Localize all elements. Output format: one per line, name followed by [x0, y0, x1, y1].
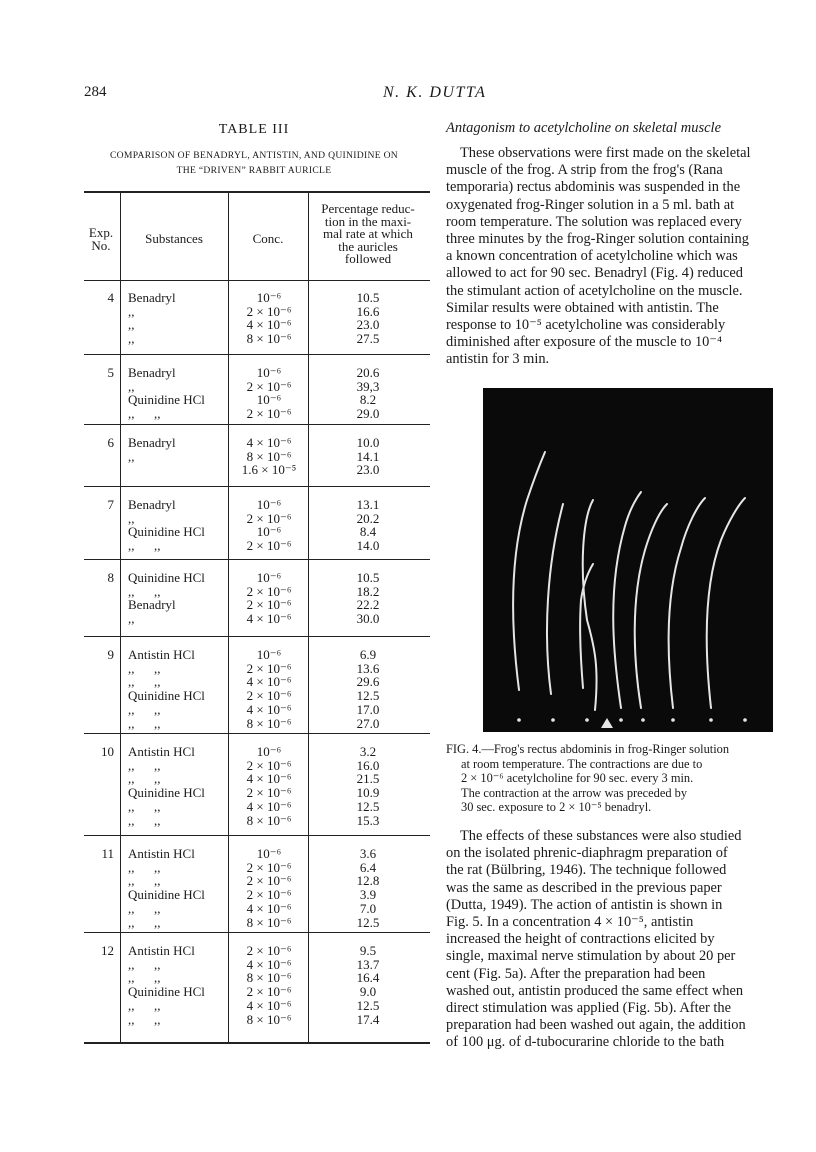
- figure-caption: [446, 742, 795, 815]
- column-header-percentage: Percentage reduc- tion in the maxi- mal rate at which the auricles followed: [321, 201, 415, 267]
- percentage-cell: 16.0: [356, 757, 380, 773]
- conc-cell: 1.6 × 10⁻⁵: [241, 462, 297, 478]
- table-title: TABLE III: [218, 122, 290, 137]
- percentage-cell: 16.6: [356, 303, 380, 319]
- percentage-cell: 39,3: [356, 378, 380, 394]
- conc-cell: 2 × 10⁻⁶: [246, 406, 292, 422]
- exp-number: 10: [101, 744, 114, 759]
- percentage-cell: 6.9: [359, 647, 377, 662]
- text-line: washed out, antistin produced the same effect when: [446, 982, 744, 999]
- substance-cell: ,, ,,: [128, 859, 161, 875]
- substance-cell: ,,: [128, 611, 135, 627]
- group-separator: [84, 424, 430, 425]
- exp-number: 5: [107, 365, 114, 380]
- substance-cell: ,, ,,: [128, 757, 161, 773]
- text-line: direct stimulation was applied (Fig. 5b). After the: [446, 999, 731, 1016]
- substance-cell: ,,: [128, 331, 135, 347]
- conc-cell: 2 × 10⁻⁶: [246, 378, 292, 394]
- text-line: response to 10⁻⁵ acetylcholine was considerably: [446, 316, 726, 333]
- substance-cell: ,,: [128, 510, 135, 526]
- text-line: temporaria) rectus abdominis was suspended in the: [446, 179, 741, 196]
- conc-cell: 4 × 10⁻⁶: [246, 997, 292, 1013]
- text-line: room temperature. The solution was replaced every: [446, 213, 742, 230]
- substance-cell: ,, ,,: [128, 715, 161, 731]
- substance-cell: ,, ,,: [128, 914, 161, 930]
- percentage-cell: 18.2: [356, 583, 380, 599]
- conc-cell: 2 × 10⁻⁶: [246, 859, 292, 875]
- percentage-cell: 3.6: [359, 846, 377, 861]
- percentage-cell: 13.7: [356, 956, 380, 972]
- text-line: These observations were first made on the skeletal: [460, 145, 751, 161]
- text-line: (Dutta, 1949). The action of antistin is shown in: [446, 896, 723, 913]
- conc-cell: 10⁻⁶: [256, 744, 282, 759]
- table-caption-line: COMPARISON OF BENADRYL, ANTISTIN, AND QUINIDINE ON: [109, 150, 399, 161]
- substance-cell: ,,: [128, 303, 135, 319]
- percentage-cell: 9.0: [359, 984, 377, 1000]
- percentage-cell: 17.0: [356, 701, 380, 717]
- substance-cell: ,, ,,: [128, 406, 161, 422]
- substance-cell: Antistin HCl: [128, 943, 195, 958]
- substance-cell: ,, ,,: [128, 997, 161, 1013]
- percentage-cell: 20.6: [356, 365, 380, 380]
- percentage-cell: 15.3: [356, 812, 380, 828]
- text-line: a known concentration of acetylcholine which was: [446, 248, 738, 265]
- percentage-cell: 16.4: [356, 970, 380, 986]
- percentage-cell: 13.6: [356, 660, 380, 676]
- exp-number: 7: [107, 497, 114, 512]
- substance-cell: ,,: [128, 448, 135, 464]
- substance-cell: Antistin HCl: [128, 846, 195, 861]
- text-line: single, maximal nerve stimulation by about 20 per: [446, 948, 736, 965]
- table-caption: [84, 148, 424, 178]
- group-separator: [84, 835, 430, 836]
- substance-cell: Antistin HCl: [128, 647, 195, 662]
- percentage-cell: 29.0: [356, 406, 380, 422]
- conc-cell: 10⁻⁶: [256, 365, 282, 380]
- group-separator: [84, 559, 430, 560]
- percentage-cell: 27.0: [356, 715, 380, 731]
- substance-cell: ,, ,,: [128, 956, 161, 972]
- group-separator: [84, 733, 430, 734]
- group-separator: [84, 636, 430, 637]
- substance-cell: Quinidine HCl: [128, 984, 205, 1000]
- column-divider: [120, 192, 121, 1042]
- conc-cell: 2 × 10⁻⁶: [246, 660, 292, 676]
- percentage-cell: 7.0: [359, 900, 377, 916]
- percentage-cell: 10.0: [356, 435, 380, 450]
- figure-kymograph: [483, 388, 773, 732]
- percentage-cell: 8.4: [359, 524, 377, 540]
- substance-cell: ,, ,,: [128, 1011, 161, 1027]
- percentage-cell: 3.2: [359, 744, 377, 759]
- text-line: increased the height of contractions elicited by: [446, 931, 715, 948]
- exp-number: 11: [101, 846, 114, 861]
- conc-cell: 2 × 10⁻⁶: [246, 688, 292, 704]
- column-header-exp: Exp. No.: [88, 225, 114, 253]
- percentage-cell: 12.8: [356, 873, 380, 889]
- substance-cell: ,, ,,: [128, 538, 161, 554]
- substance-cell: Quinidine HCl: [128, 785, 205, 801]
- table-bottom-rule: [84, 1042, 430, 1044]
- conc-cell: 4 × 10⁻⁶: [246, 900, 292, 916]
- substance-cell: ,,: [128, 378, 135, 394]
- substance-cell: Quinidine HCl: [128, 688, 205, 704]
- conc-cell: 2 × 10⁻⁶: [246, 510, 292, 526]
- percentage-cell: 8.2: [359, 392, 377, 408]
- substance-cell: Benadryl: [128, 435, 176, 450]
- conc-cell: 2 × 10⁻⁶: [246, 785, 292, 801]
- conc-cell: 2 × 10⁻⁶: [246, 943, 292, 958]
- text-line: three minutes by the frog-Ringer solution containing: [446, 230, 749, 247]
- percentage-cell: 6.4: [359, 859, 377, 875]
- percentage-cell: 14.1: [356, 448, 380, 464]
- kymograph-trace-image: [483, 388, 773, 732]
- conc-cell: 8 × 10⁻⁶: [246, 812, 292, 828]
- conc-cell: 10⁻⁶: [256, 497, 282, 512]
- figure-caption-line: 30 sec. exposure to 2 × 10⁻⁵ benadryl.: [461, 800, 652, 815]
- substance-cell: Benadryl: [128, 365, 176, 380]
- percentage-cell: 12.5: [356, 798, 380, 814]
- percentage-cell: 3.9: [359, 887, 377, 903]
- text-line: the stimulant action of acetylcholine on the muscle.: [446, 282, 743, 299]
- percentage-cell: 10.5: [356, 290, 380, 305]
- substance-cell: Antistin HCl: [128, 744, 195, 759]
- conc-cell: 10⁻⁶: [256, 392, 282, 408]
- conc-cell: 2 × 10⁻⁶: [246, 303, 292, 319]
- conc-cell: 2 × 10⁻⁶: [246, 887, 292, 903]
- percentage-cell: 10.5: [356, 570, 380, 585]
- percentage-cell: 14.0: [356, 538, 380, 554]
- text-line: diminished after exposure of the muscle to 10⁻⁴: [446, 334, 722, 351]
- figure-caption-line: FIG. 4.—Frog's rectus abdominis in frog-Ringer solution: [446, 742, 730, 756]
- percentage-cell: 22.2: [356, 597, 380, 613]
- conc-cell: 2 × 10⁻⁶: [246, 873, 292, 889]
- group-separator: [84, 354, 430, 355]
- paragraph-diaphragm: [446, 828, 795, 1051]
- conc-cell: 10⁻⁶: [256, 290, 282, 305]
- exp-number: 4: [107, 290, 114, 305]
- conc-cell: 2 × 10⁻⁶: [246, 757, 292, 773]
- table-header-rule: [84, 280, 430, 281]
- column-header-substances: Substances: [145, 231, 203, 246]
- substance-cell: Quinidine HCl: [128, 887, 205, 903]
- percentage-cell: 12.5: [356, 688, 380, 704]
- substance-cell: ,, ,,: [128, 674, 161, 690]
- exp-number: 8: [107, 570, 114, 585]
- figure-caption-line: The contraction at the arrow was preceded by: [461, 785, 688, 800]
- percentage-cell: 17.4: [356, 1011, 380, 1027]
- text-line: the rat (Bülbring, 1946). The technique followed: [446, 862, 727, 879]
- percentage-cell: 21.5: [356, 771, 380, 787]
- percentage-cell: 29.6: [356, 674, 380, 690]
- conc-cell: 4 × 10⁻⁶: [246, 674, 292, 690]
- group-separator: [84, 486, 430, 487]
- exp-number: 9: [107, 647, 114, 662]
- percentage-cell: 23.0: [356, 317, 380, 333]
- substance-cell: ,, ,,: [128, 701, 161, 717]
- conc-cell: 10⁻⁶: [256, 846, 282, 861]
- conc-cell: 2 × 10⁻⁶: [246, 984, 292, 1000]
- group-separator: [84, 932, 430, 933]
- conc-cell: 10⁻⁶: [256, 524, 282, 540]
- text-line: The effects of these substances were also studied: [460, 828, 742, 844]
- conc-cell: 4 × 10⁻⁶: [246, 771, 292, 787]
- substance-cell: ,, ,,: [128, 660, 161, 676]
- conc-cell: 2 × 10⁻⁶: [246, 538, 292, 554]
- conc-cell: 2 × 10⁻⁶: [246, 583, 292, 599]
- exp-number: 6: [107, 435, 114, 450]
- section-heading: Antagonism to acetylcholine on skeletal muscle: [446, 120, 722, 136]
- table-top-rule: [84, 191, 430, 193]
- conc-cell: 8 × 10⁻⁶: [246, 914, 292, 930]
- conc-cell: 4 × 10⁻⁶: [246, 611, 292, 627]
- substance-cell: ,, ,,: [128, 583, 161, 599]
- conc-cell: 8 × 10⁻⁶: [246, 448, 292, 464]
- percentage-cell: 13.1: [356, 497, 380, 512]
- substance-cell: Quinidine HCl: [128, 392, 205, 408]
- figure-caption-line: 2 × 10⁻⁶ acetylcholine for 90 sec. every 3 min.: [461, 771, 694, 786]
- conc-cell: 4 × 10⁻⁶: [246, 798, 292, 814]
- conc-cell: 4 × 10⁻⁶: [246, 701, 292, 717]
- conc-cell: 8 × 10⁻⁶: [246, 331, 292, 347]
- substance-cell: Quinidine HCl: [128, 570, 205, 585]
- percentage-cell: 30.0: [356, 611, 380, 627]
- text-line: on the isolated phrenic-diaphragm preparation of: [446, 845, 728, 862]
- text-line: antistin for 3 min.: [446, 351, 550, 368]
- percentage-cell: 9.5: [359, 943, 377, 958]
- text-line: was the same as described in the previous paper: [446, 879, 722, 896]
- column-header-conc: Conc.: [252, 231, 284, 246]
- conc-cell: 10⁻⁶: [256, 647, 282, 662]
- substance-cell: ,, ,,: [128, 798, 161, 814]
- paragraph-acetylcholine: [446, 145, 795, 368]
- table-caption-line: THE “DRIVEN” RABBIT AURICLE: [176, 165, 332, 176]
- exp-number: 12: [101, 943, 114, 958]
- percentage-cell: 12.5: [356, 997, 380, 1013]
- running-head: N. K. DUTTA: [383, 84, 487, 101]
- conc-cell: 8 × 10⁻⁶: [246, 970, 292, 986]
- substance-cell: ,, ,,: [128, 873, 161, 889]
- conc-cell: 4 × 10⁻⁶: [246, 956, 292, 972]
- substance-cell: ,, ,,: [128, 970, 161, 986]
- text-line: allowed to act for 90 sec. Benadryl (Fig. 4) reduced: [446, 265, 743, 282]
- column-divider: [228, 192, 229, 1042]
- substance-cell: Benadryl: [128, 497, 176, 512]
- text-line: of 100 μg. of d-tubocurarine chloride to the bath: [446, 1034, 725, 1051]
- substance-cell: Benadryl: [128, 290, 176, 305]
- substance-cell: ,, ,,: [128, 900, 161, 916]
- substance-cell: ,, ,,: [128, 812, 161, 828]
- column-divider: [308, 192, 309, 1042]
- page-number: 284: [84, 84, 107, 100]
- text-line: muscle of the frog. A strip from the frog's (Rana: [446, 162, 723, 179]
- text-line: cent (Fig. 5a). After the preparation had been: [446, 965, 706, 982]
- figure-caption-line: at room temperature. The contractions are due to: [461, 756, 703, 771]
- percentage-cell: 20.2: [356, 510, 380, 526]
- text-line: Similar results were obtained with antistin. The: [446, 299, 719, 316]
- conc-cell: 2 × 10⁻⁶: [246, 597, 292, 613]
- text-line: oxygenated frog-Ringer solution in a 5 ml. bath at: [446, 196, 735, 213]
- text-line: Fig. 5. In a concentration 4 × 10⁻⁵, antistin: [446, 913, 694, 930]
- percentage-cell: 10.9: [356, 785, 380, 801]
- percentage-cell: 23.0: [356, 462, 380, 478]
- text-line: preparation had been washed out again, the addition: [446, 1017, 746, 1034]
- substance-cell: ,,: [128, 317, 135, 333]
- conc-cell: 10⁻⁶: [256, 570, 282, 585]
- percentage-cell: 27.5: [356, 331, 380, 347]
- conc-cell: 8 × 10⁻⁶: [246, 715, 292, 731]
- conc-cell: 8 × 10⁻⁶: [246, 1011, 292, 1027]
- conc-cell: 4 × 10⁻⁶: [246, 435, 292, 450]
- substance-cell: Benadryl: [128, 597, 176, 613]
- substance-cell: Quinidine HCl: [128, 524, 205, 540]
- substance-cell: ,, ,,: [128, 771, 161, 787]
- conc-cell: 4 × 10⁻⁶: [246, 317, 292, 333]
- percentage-cell: 12.5: [356, 914, 380, 930]
